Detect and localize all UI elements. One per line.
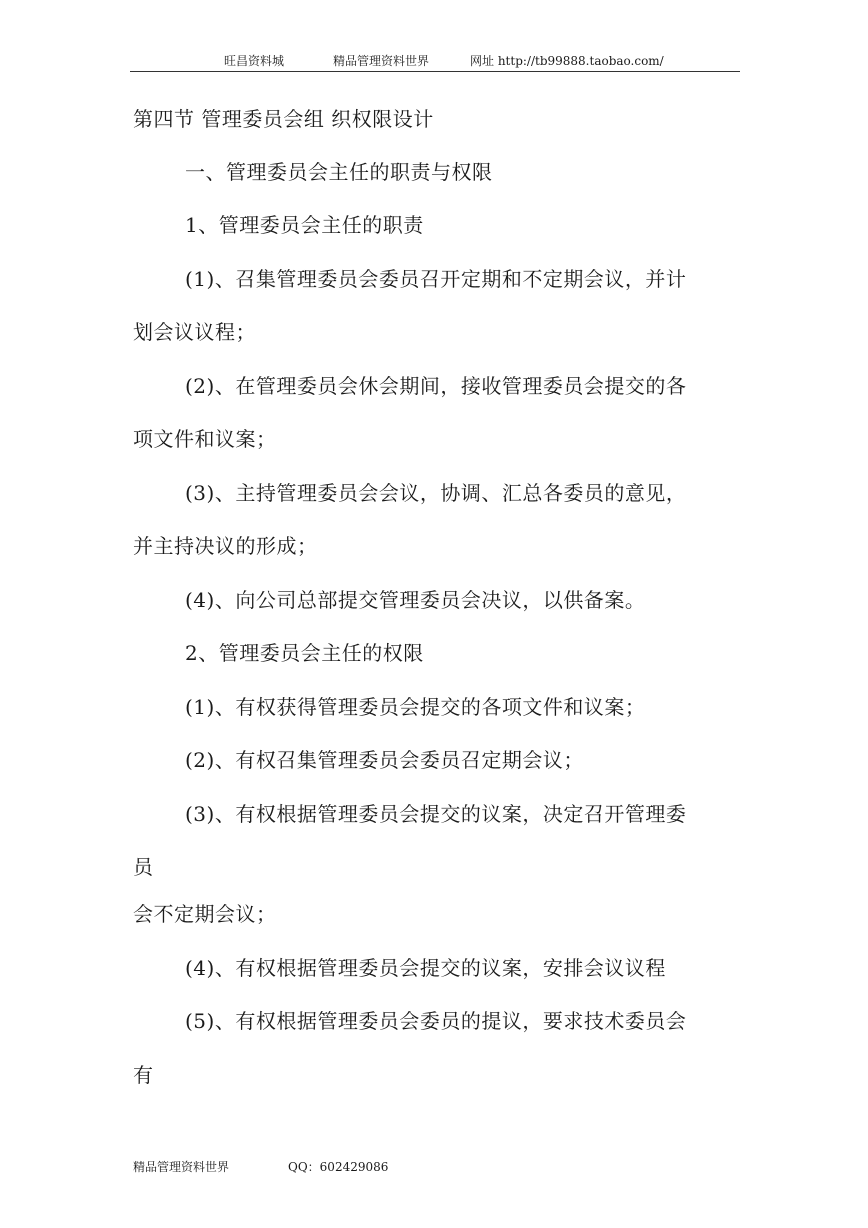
footer-qq: QQ：602429086 [288, 1160, 389, 1174]
paragraph-line: 项文件和议案； [133, 427, 277, 451]
paragraph-line: (4)、有权根据管理委员会提交的议案，安排会议议程 [185, 956, 666, 980]
paragraph-line: (2)、有权召集管理委员会委员召定期会议； [185, 748, 584, 772]
paragraph-line: (4)、向公司总部提交管理委员会决议，以供备案。 [185, 588, 646, 612]
subheading-powers: 2、管理委员会主任的权限 [185, 641, 424, 665]
paragraph-line: 有 [133, 1063, 154, 1087]
header-brand: 精品管理资料世界 [333, 54, 430, 68]
paragraph-line: 员 [133, 855, 154, 879]
header-shop-name: 旺昌资料城 [224, 54, 285, 68]
header-divider [130, 71, 740, 72]
page-header [0, 52, 868, 72]
subheading-duties: 1、管理委员会主任的职责 [185, 213, 424, 237]
footer-brand: 精品管理资料世界 [133, 1160, 230, 1174]
paragraph-line: (3)、主持管理委员会会议，协调、汇总各委员的意见， [185, 481, 687, 505]
heading-1: 一、管理委员会主任的职责与权限 [185, 160, 493, 184]
header-url: 网址 http://tb99888.taobao.com/ [470, 54, 664, 68]
paragraph-line: (2)、在管理委员会休会期间，接收管理委员会提交的各 [185, 374, 687, 398]
paragraph-line: 划会议议程； [133, 320, 256, 344]
paragraph-line: (1)、召集管理委员会委员召开定期和不定期会议，并计 [185, 267, 687, 291]
paragraph-line: 并主持决议的形成； [133, 534, 318, 558]
paragraph-line: (1)、有权获得管理委员会提交的各项文件和议案； [185, 695, 646, 719]
paragraph-line: 会不定期会议； [133, 902, 277, 926]
paragraph-line: (5)、有权根据管理委员会委员的提议，要求技术委员会 [185, 1009, 687, 1033]
paragraph-line: (3)、有权根据管理委员会提交的议案，决定召开管理委 [185, 802, 687, 826]
section-title: 第四节 管理委员会组 织权限设计 [133, 107, 434, 131]
